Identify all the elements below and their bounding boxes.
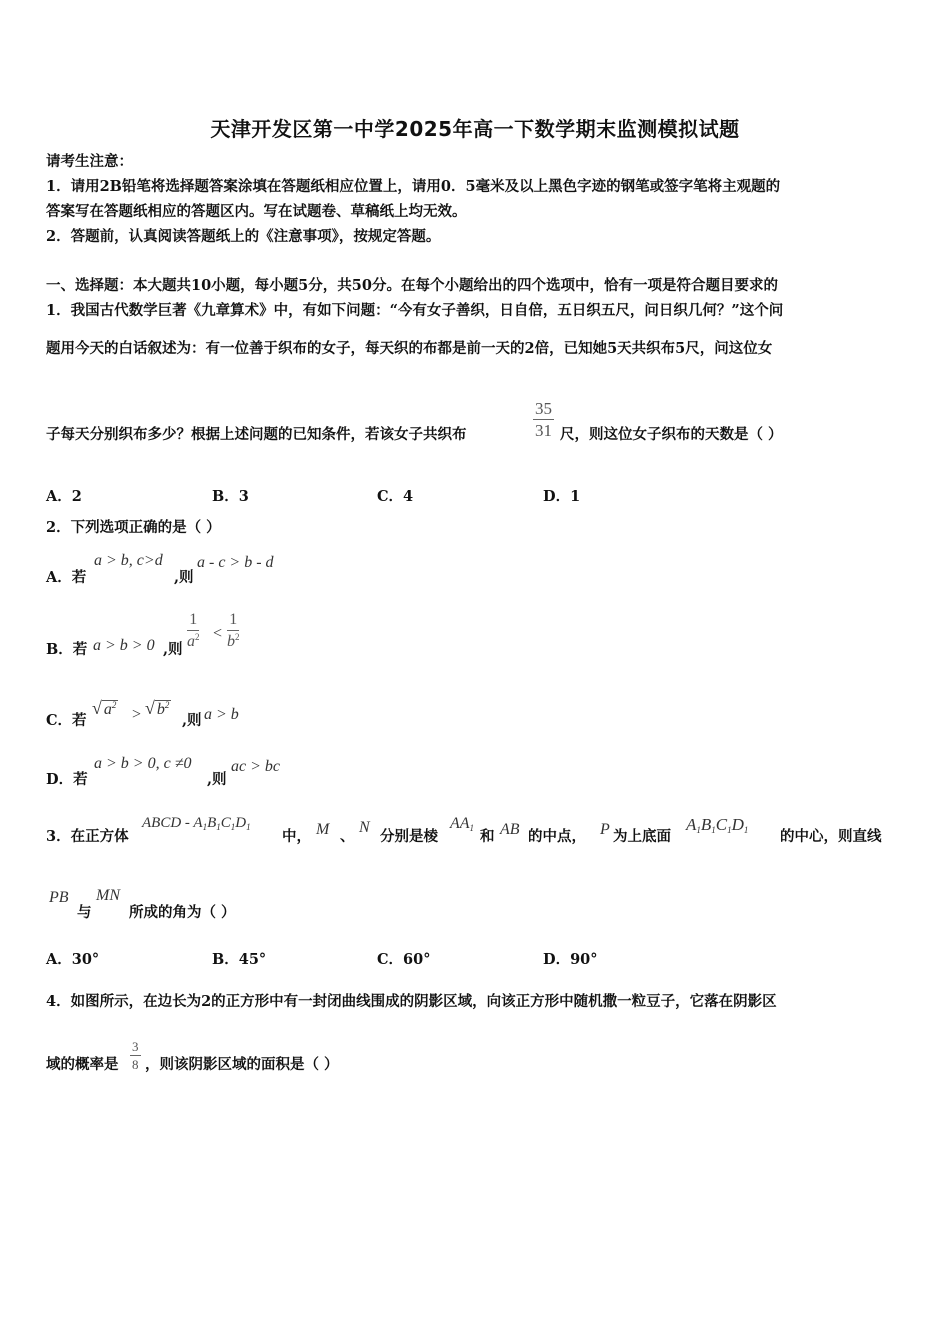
notice-line-1b: 答案写在答题纸相应的答题区内。写在试题卷、草稿纸上均无效。 (46, 203, 467, 220)
q1-option-c: C．4 (377, 488, 414, 505)
q2-b-sup1: 2 (195, 632, 200, 642)
q2-c-a: a (103, 701, 112, 718)
q3-with: 与 (77, 904, 92, 921)
q2-b-den2: b (227, 633, 235, 650)
q3-M: M (316, 821, 330, 838)
q3-option-b: B．45° (212, 951, 267, 968)
q4-line-2b: ，则该阴影区域的面积是（ ） (145, 1056, 339, 1073)
q2-a-cond: a > b, c>d (94, 552, 163, 569)
q3-prefix: 3．在正方体 (46, 828, 129, 845)
q2-c-result: a > b (204, 706, 239, 723)
q2-d-then: ,则 (207, 771, 227, 788)
q4-frac-den: 8 (132, 1057, 139, 1072)
q3-MN: MN (96, 887, 120, 904)
q4-line-2a: 域的概率是 (46, 1056, 119, 1073)
q2-d-result: ac > bc (231, 758, 280, 775)
q2-b-den1: a (187, 633, 195, 650)
q3-PB: PB (49, 889, 69, 906)
q3-option-a: A．30° (46, 951, 100, 968)
q3-AB: AB (500, 821, 520, 838)
q3-option-d: D．90° (543, 951, 598, 968)
q2-b-then: ,则 (163, 641, 183, 658)
q3-mid3: 的中点， (528, 828, 586, 845)
q1-frac-den: 31 (535, 421, 552, 440)
q3-N: N (359, 819, 370, 836)
q2-c-gt: > (131, 706, 142, 723)
q2-b-cond: a > b > 0 (93, 637, 155, 654)
q3-end2: 所成的角为（ ） (129, 904, 236, 921)
q4-frac-num: 3 (132, 1039, 139, 1054)
q1-option-d: D．1 (543, 488, 581, 505)
q1-fraction (533, 400, 554, 439)
q2-d-label: D．若 (46, 771, 88, 788)
q3-option-c: C．60° (377, 951, 431, 968)
q1-line-3a: 子每天分别织布多少？根据上述问题的已知条件，若该女子共织布 (46, 426, 467, 443)
q4-fraction (130, 1040, 141, 1071)
q1-option-a: A．2 (46, 488, 82, 505)
q2-c-label: C．若 (46, 712, 87, 729)
q3-mid4: 为上底面 (613, 828, 671, 845)
page-title: 天津开发区第一中学2025年高一下数学期末监测模拟试题 (210, 117, 740, 141)
q2-b-lt: < (212, 625, 223, 642)
q2-c-sup-b: 2 (164, 700, 170, 710)
q4-line-1: 4．如图所示，在边长为2的正方形中有一封闭曲线围成的阴影区域，向该正方形中随机撒一粒豆子，它落在阴影区 (46, 993, 777, 1010)
q2-b-label: B．若 (46, 641, 88, 658)
q1-line-1: 1．我国古代数学巨著《九章算术》中，有如下问题：“今有女子善织，日自倍，五日织五尺，问日织几何？”这个问 (46, 302, 784, 319)
q2-b-num2: 1 (227, 612, 239, 631)
q3-mid2: 分别是棱 (380, 828, 438, 845)
notice-line-2: 2．答题前，认真阅读答题纸上的《注意事项》，按规定答题。 (46, 228, 441, 245)
q2-c-b: b (156, 701, 165, 718)
q3-end1: 的中心，则直线 (780, 828, 882, 845)
q2-b-sup2: 2 (235, 632, 240, 642)
q3-P: P (600, 821, 610, 838)
q2-stem: 2．下列选项正确的是（ ） (46, 519, 221, 536)
notice-header: 请考生注意： (46, 153, 133, 170)
notice-line-1a: 1．请用2B铅笔将选择题答案涂填在答题纸相应位置上，请用0．5毫米及以上黑色字迹的钢笔或签字笔将主观题的 (46, 178, 781, 195)
q3-mid1: 中， (282, 828, 311, 845)
q2-c-then: ,则 (182, 712, 202, 729)
q1-line-2: 题用今天的白话叙述为：有一位善于织布的女子，每天织的布都是前一天的2倍，已知她5天共织布5尺，问这位女 (46, 340, 773, 357)
q3-sep: 、 (340, 828, 355, 845)
q2-c-sqrt-b: √ $b^2$ (145, 698, 170, 718)
q3-AA1: $AA_1$ (450, 815, 475, 833)
section-header: 一、选择题：本大题共10小题，每小题5分，共50分。在每个小题给出的四个选项中，恰有一项是符合题目要求的 (46, 277, 778, 294)
q2-c-sqrt-a: √ $a^2$ (92, 698, 117, 718)
q2-b-num1: 1 (187, 612, 199, 631)
q3-cube: ABCD - $A_1B_1C_1D_1$ (142, 815, 251, 832)
q1-frac-num: 35 (535, 399, 552, 418)
q1-option-b: B．3 (212, 488, 249, 505)
q2-b-fraction-1 (185, 612, 202, 650)
q2-a-label: A．若 (46, 569, 87, 586)
q1-line-3b: 尺，则这位女子织布的天数是（ ） (560, 426, 783, 443)
q2-a-result: a - c > b - d (197, 554, 274, 571)
q2-c-sup-a: 2 (111, 700, 117, 710)
q2-a-then: ,则 (174, 569, 194, 586)
q2-d-cond: a > b > 0, c ≠0 (94, 755, 192, 772)
q3-and: 和 (480, 828, 495, 845)
q3-top-face: $A_1B_1C_1D_1$ (686, 815, 749, 835)
q2-b-fraction-2 (225, 612, 242, 650)
